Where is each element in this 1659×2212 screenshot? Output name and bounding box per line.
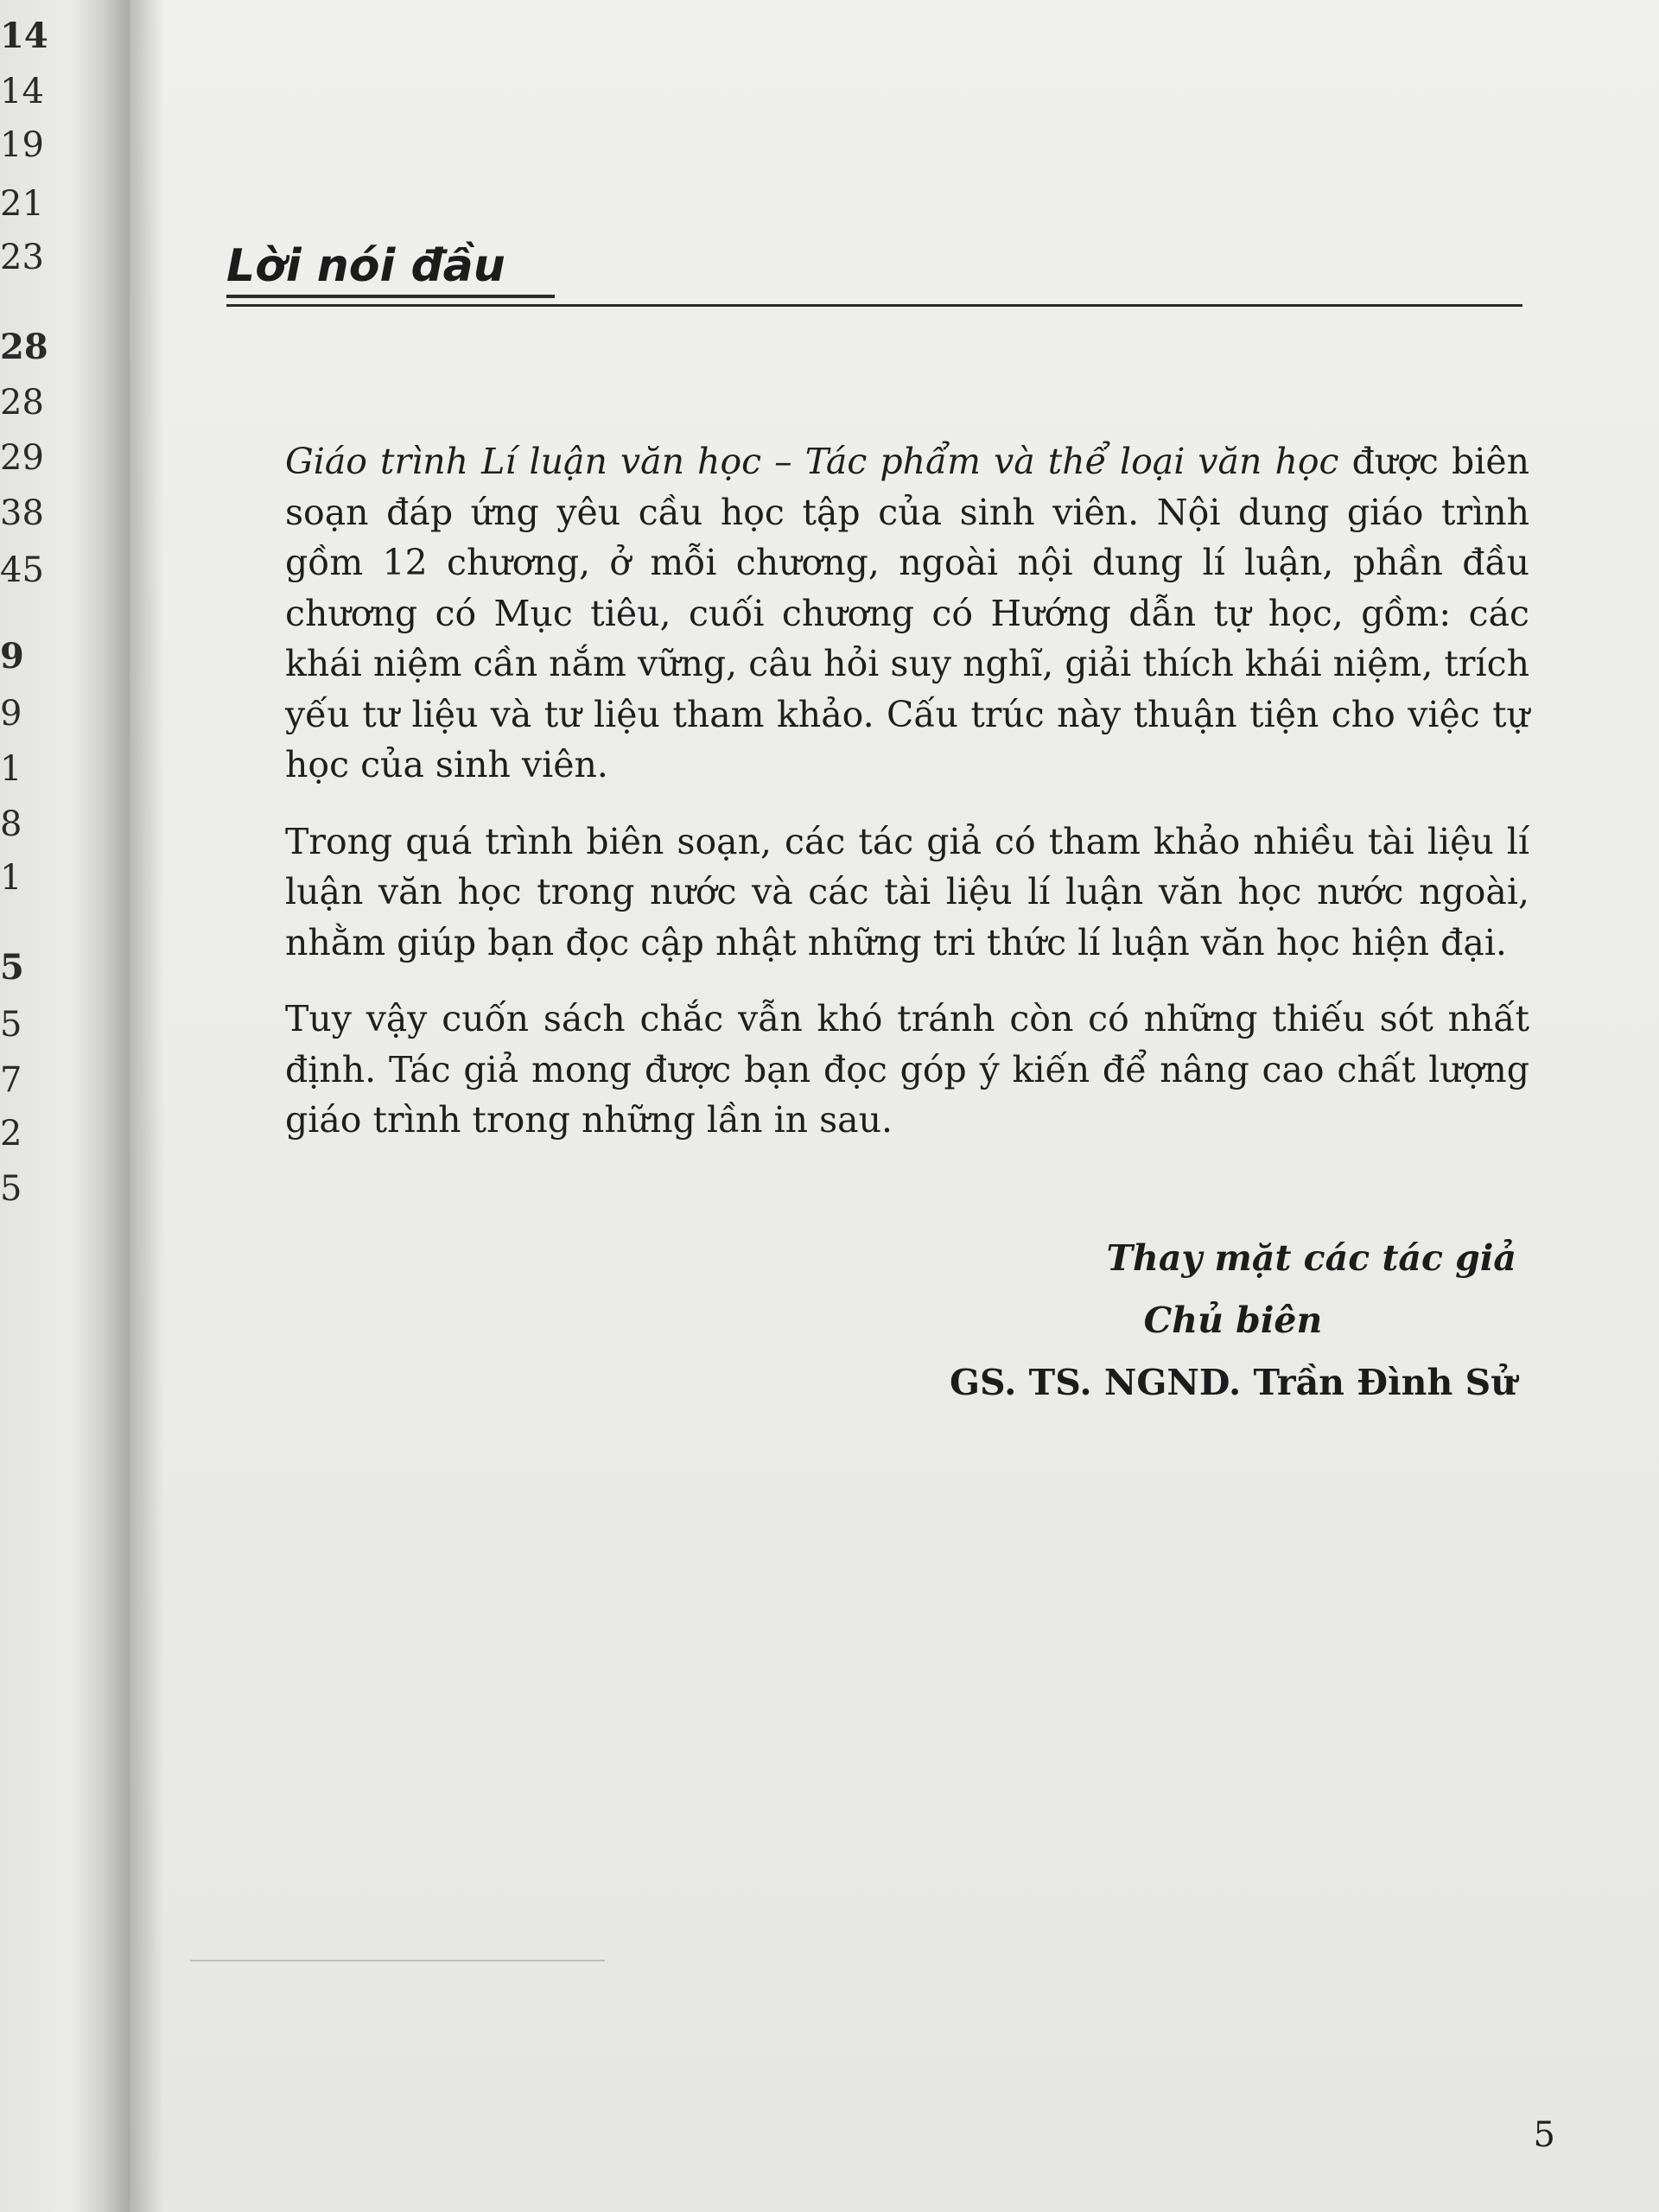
signature-role: Chủ biên (1143, 1300, 1323, 1341)
margin-page-number: 29 (0, 438, 44, 478)
margin-page-number: 38 (0, 493, 44, 533)
footnote-rule (190, 1960, 605, 1961)
paragraph-1 (285, 436, 1529, 791)
preface-body (285, 436, 1529, 1172)
margin-page-number: 1 (0, 858, 22, 898)
textbook-title: Giáo trình Lí luận văn học – Tác phẩm và thể loại văn học (285, 441, 1339, 482)
margin-page-number: 28 (0, 383, 44, 423)
margin-page-number: 23 (0, 238, 44, 277)
margin-page-number: 7 (0, 1060, 22, 1100)
page-number: 5 (1533, 2115, 1555, 2155)
margin-page-number: 14 (0, 72, 44, 111)
margin-page-number: 5 (0, 947, 24, 988)
margin-page-number: 5 (0, 1169, 22, 1209)
previous-page-edge (0, 0, 130, 2212)
margin-page-number: 2 (0, 1114, 22, 1154)
margin-page-number: 9 (0, 694, 22, 734)
margin-page-number: 8 (0, 804, 22, 844)
signature-on-behalf: Thay mặt các tác giả (1106, 1237, 1516, 1279)
margin-page-number: 14 (0, 16, 48, 56)
margin-page-number: 21 (0, 184, 44, 224)
page-heading: Lời nói đầu (226, 240, 505, 292)
paragraph-2: Trong quá trình biên soạn, các tác giả có tham khảo nhiều tài liệu lí luận văn học trong nước và các tài liệu lí luận văn học nước ngoài, nhằm giúp bạn đọc cập nhật những tri thức lí luận văn học hiện đại. (285, 820, 1529, 963)
gutter-shadow (130, 0, 164, 2212)
heading-rule (226, 304, 1522, 307)
margin-page-number: 45 (0, 550, 44, 590)
margin-page-number: 9 (0, 636, 24, 677)
margin-page-number: 1 (0, 749, 22, 789)
paragraph-3: Tuy vậy cuốn sách chắc vẫn khó tránh còn có những thiếu sót nhất định. Tác giả mong được bạn đọc góp ý kiến để nâng cao chất lượng giáo trình trong những lần in sau. (285, 998, 1529, 1141)
margin-page-number: 28 (0, 327, 48, 367)
margin-page-number: 19 (0, 125, 44, 165)
signature-name: GS. TS. NGND. Trần Đình Sử (949, 1362, 1516, 1403)
book-page (130, 0, 1659, 2212)
signature-block (950, 1227, 1516, 1414)
paragraph-1-text: được biên soạn đáp ứng yêu cầu học tập của sinh viên. Nội dung giáo trình gồm 12 chương, ở mỗi chương, ngoài nội dung lí luận, phần đầu chương có Mục tiêu, cuối chương có Hướng dẫn tự học, gồm: các khái niệm cần nắm vững, câu hỏi suy nghĩ, giải thích khái niệm, trích yếu tư liệu và tư liệu tham khảo. Cấu trúc này thuận tiện cho việc tự học của sinh viên. (285, 441, 1529, 785)
margin-page-number: 5 (0, 1005, 22, 1045)
